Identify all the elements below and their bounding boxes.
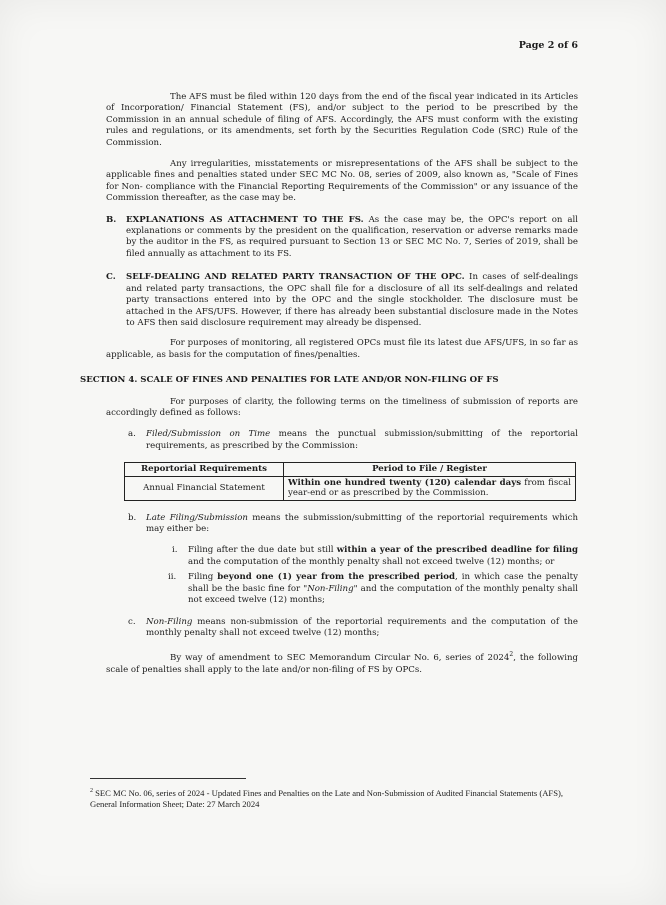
footnote-text: SEC MC No. 06, series of 2024 - Updated Fines and Penalties on the Late and Non-Submission of Audited Financial Statements (AFS), General Information Sheet; Date: 27 March 2024 — [90, 787, 563, 810]
definition-b-marker: b. — [128, 512, 137, 523]
table-header-requirements: Reportorial Requirements — [125, 463, 284, 477]
page-content — [80, 92, 579, 686]
period-rest-text: from fiscal year-end or as prescribed by the Commission. — [288, 477, 571, 499]
closing-paragraph — [106, 649, 578, 676]
definition-b-i — [162, 545, 578, 568]
definition-c — [106, 617, 578, 640]
definition-a-text: means the punctual submission/submitting of the reportorial requirements, as prescribed by the Commission: — [146, 429, 578, 451]
definition-b-term: Late Filing/Submission — [146, 512, 248, 523]
b-i-post: and the computation of the monthly penalty shall not exceed twelve (12) months; or — [188, 556, 555, 567]
item-b-marker: B. — [106, 214, 117, 225]
requirements-table — [124, 462, 576, 501]
item-b — [106, 215, 578, 261]
definition-b-i-marker: i. — [172, 545, 178, 556]
definition-b-text: means the submission/submitting of the reportorial requirements which may either be: — [146, 512, 578, 535]
item-b-title: EXPLANATIONS AS ATTACHMENT TO THE FS. — [126, 214, 364, 225]
b-ii-bold: beyond one (1) year from the prescribed period — [217, 572, 456, 583]
definition-b-ii — [162, 572, 578, 606]
closing-post: , the following scale of penalties shall apply to the late and/or non-filing of FS by OPCs. — [106, 653, 578, 675]
item-c-paragraph-2: For purposes of monitoring, all registered OPCs must file its latest due AFS/UFS, in so far as applicable, as basis for the computation of fines/penalties. — [106, 338, 578, 360]
item-c-text: In cases of self-dealings and related party transactions, the OPC shall file for a disclosure of all its self-dealings and related party transactions entered into by the OPC and the single stockholder. The disclosure must be attached in the AFS/UFS. However, if there has already been substantial disclosure made in the Notes to AFS then said disclosure requirement may already be dispensed. — [126, 272, 579, 328]
b-ii-italic: "Non-Filing" — [303, 583, 358, 594]
section-4-title: SECTION 4. SCALE OF FINES AND PENALTIES FOR LATE AND/OR NON-FILING OF FS — [80, 375, 499, 386]
definition-a-term: Filed/Submission on Time — [146, 429, 271, 440]
page-number: Page 2 of 6 — [518, 40, 578, 51]
table-cell-period — [284, 476, 576, 500]
footnote-divider — [90, 778, 246, 779]
table-cell-requirement: Annual Financial Statement — [125, 476, 284, 500]
intro-paragraph-2: Any irregularities, misstatements or misrepresentations of the AFS shall be subject to the applicable fines and penalties stated under SEC MC No. 08, series of 2009, also known as, "Scale of Fines for Non- compliance with the Financial Reporting Requirements of the Commission" or any issuance of the Commission thereafter, as the case may be. — [106, 159, 578, 204]
b-ii-mid: , in which case the penalty shall be the basic fine for — [188, 572, 578, 594]
definition-b — [106, 513, 578, 536]
definition-b-ii-marker: ii. — [168, 572, 177, 583]
intro-paragraph-1: The AFS must be filed within 120 days from the end of the fiscal year indicated in its Articles of Incorporation/ Financial Statement (FS), and/or subject to the period to be prescribed by the Commission in an annual schedule of filing of AFS. Accordingly, the AFS must conform with the existing rules and regulations, or its amendments, set forth by the Securities Regulation Code (SRC) Rule of the Commission. — [106, 92, 578, 148]
closing-pre: By way of amendment to SEC Memorandum Circular No. 6, series of 2024 — [170, 653, 510, 664]
definition-c-term: Non-Filing — [146, 616, 193, 627]
b-i-bold: within a year of the prescribed deadline for filing — [336, 545, 578, 556]
footnote-marker: 2 — [90, 788, 93, 794]
footnote-ref: 2 — [509, 651, 514, 659]
definition-a — [106, 429, 578, 452]
item-c-title: SELF-DEALING AND RELATED PARTY TRANSACTION OF THE OPC. — [126, 272, 465, 283]
definition-c-text: means non-submission of the reportorial requirements and the computation of the monthly penalty shall not exceed twelve (12) months; — [146, 616, 578, 638]
footnote — [90, 786, 580, 811]
b-i-pre: Filing after the due date but still — [188, 545, 337, 556]
b-ii-pre: Filing — [188, 572, 218, 583]
item-c — [106, 272, 578, 361]
definition-b-subitems — [106, 545, 578, 606]
definition-c-marker: c. — [128, 616, 136, 627]
definition-a-marker: a. — [128, 429, 136, 440]
item-b-text: As the case may be, the OPC's report on all explanations or comments by the president on the qualification, reservation or adverse remarks made by the auditor in the FS, as required pursuant to Section 13 or SEC MC No. 7, Series of 2019, shall be filed annually as attachment to its FS. — [126, 214, 579, 259]
item-c-marker: C. — [106, 272, 116, 283]
table-header-period: Period to File / Register — [284, 463, 576, 477]
b-ii-post: and the computation of the monthly penalty shall not exceed twelve (12) months; — [188, 583, 578, 606]
section-4-intro: For purposes of clarity, the following terms on the timeliness of submission of reports are accordingly defined as follows: — [106, 396, 578, 418]
table-row — [125, 476, 576, 500]
period-bold-text: Within one hundred twenty (120) calendar days — [288, 477, 522, 488]
